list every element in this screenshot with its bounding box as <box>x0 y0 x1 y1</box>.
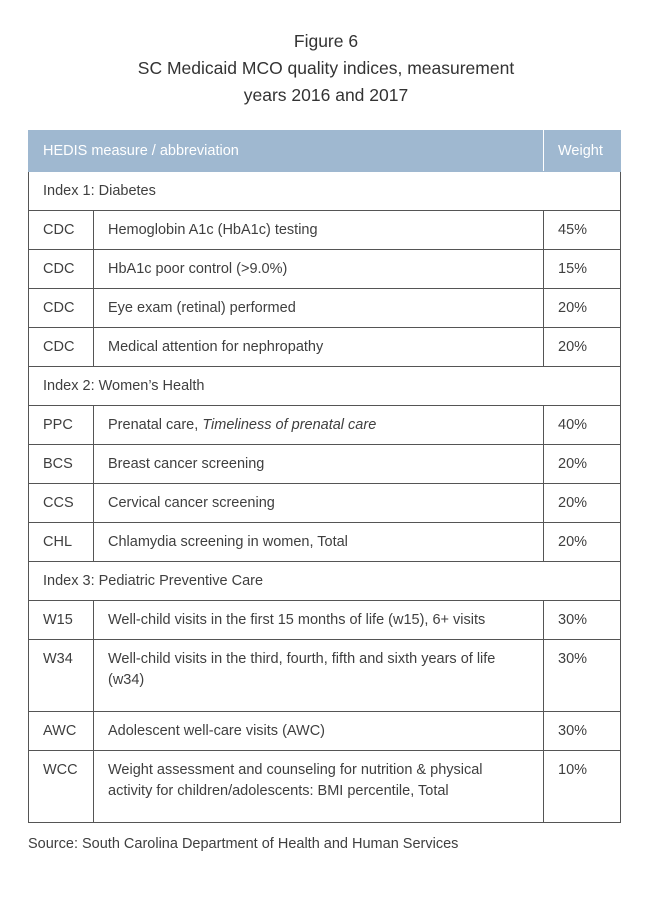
index-row-diabetes <box>29 172 621 211</box>
abbr-cell: CDC <box>29 211 94 250</box>
hedis-measures-table <box>28 130 621 823</box>
weight-cell: 30% <box>544 712 621 751</box>
figure-title-line-2: years 2016 and 2017 <box>243 85 409 105</box>
measure-cell: Well-child visits in the third, fourth, fifth and sixth years of life (w34) <box>94 640 544 712</box>
measure-cell <box>94 406 544 445</box>
weight-cell: 20% <box>544 484 621 523</box>
figure-title <box>0 28 652 109</box>
index-title: Index 3: Pediatric Preventive Care <box>29 562 621 601</box>
header-measure: HEDIS measure / abbreviation <box>29 131 544 172</box>
table-row <box>29 328 621 367</box>
measure-cell: Breast cancer screening <box>94 445 544 484</box>
measure-cell: HbA1c poor control (>9.0%) <box>94 250 544 289</box>
table-row <box>29 289 621 328</box>
weight-cell: 20% <box>544 445 621 484</box>
table-row <box>29 523 621 562</box>
measure-cell: Eye exam (retinal) performed <box>94 289 544 328</box>
abbr-cell: W15 <box>29 601 94 640</box>
weight-cell: 15% <box>544 250 621 289</box>
measure-cell: Chlamydia screening in women, Total <box>94 523 544 562</box>
abbr-cell: CDC <box>29 328 94 367</box>
abbr-cell: BCS <box>29 445 94 484</box>
table-row <box>29 751 621 823</box>
abbr-cell: AWC <box>29 712 94 751</box>
weight-cell: 30% <box>544 640 621 712</box>
index-title: Index 1: Diabetes <box>29 172 621 211</box>
table-header-row <box>29 131 621 172</box>
weight-cell: 20% <box>544 328 621 367</box>
abbr-cell: PPC <box>29 406 94 445</box>
table-row <box>29 601 621 640</box>
measure-italic-text: Timeliness of prenatal care <box>202 417 377 433</box>
figure-label: Figure 6 <box>293 31 359 51</box>
table-row <box>29 406 621 445</box>
measure-cell: Cervical cancer screening <box>94 484 544 523</box>
index-title: Index 2: Women’s Health <box>29 367 621 406</box>
header-weight: Weight <box>544 131 621 172</box>
abbr-cell: WCC <box>29 751 94 823</box>
abbr-cell: CCS <box>29 484 94 523</box>
figure-title-line-1: SC Medicaid MCO quality indices, measurement <box>137 58 515 78</box>
abbr-cell: CHL <box>29 523 94 562</box>
measure-cell: Adolescent well-care visits (AWC) <box>94 712 544 751</box>
abbr-cell: W34 <box>29 640 94 712</box>
measure-cell: Well-child visits in the first 15 months of life (w15), 6+ visits <box>94 601 544 640</box>
weight-cell: 45% <box>544 211 621 250</box>
weight-cell: 20% <box>544 523 621 562</box>
table-row <box>29 484 621 523</box>
table-row <box>29 640 621 712</box>
table-row <box>29 250 621 289</box>
index-row-pediatric-preventive-care <box>29 562 621 601</box>
measure-cell: Weight assessment and counseling for nutrition & physical activity for children/adolescents: BMI percentile, Total <box>94 751 544 823</box>
table-row <box>29 712 621 751</box>
weight-cell: 40% <box>544 406 621 445</box>
weight-cell: 20% <box>544 289 621 328</box>
measure-cell: Medical attention for nephropathy <box>94 328 544 367</box>
weight-cell: 10% <box>544 751 621 823</box>
measure-cell: Hemoglobin A1c (HbA1c) testing <box>94 211 544 250</box>
measure-text: Prenatal care, <box>108 417 203 433</box>
abbr-cell: CDC <box>29 289 94 328</box>
table-row <box>29 445 621 484</box>
abbr-cell: CDC <box>29 250 94 289</box>
index-row-womens-health <box>29 367 621 406</box>
table-row <box>29 211 621 250</box>
source-note: Source: South Carolina Department of Health and Human Services <box>28 836 459 852</box>
weight-cell: 30% <box>544 601 621 640</box>
